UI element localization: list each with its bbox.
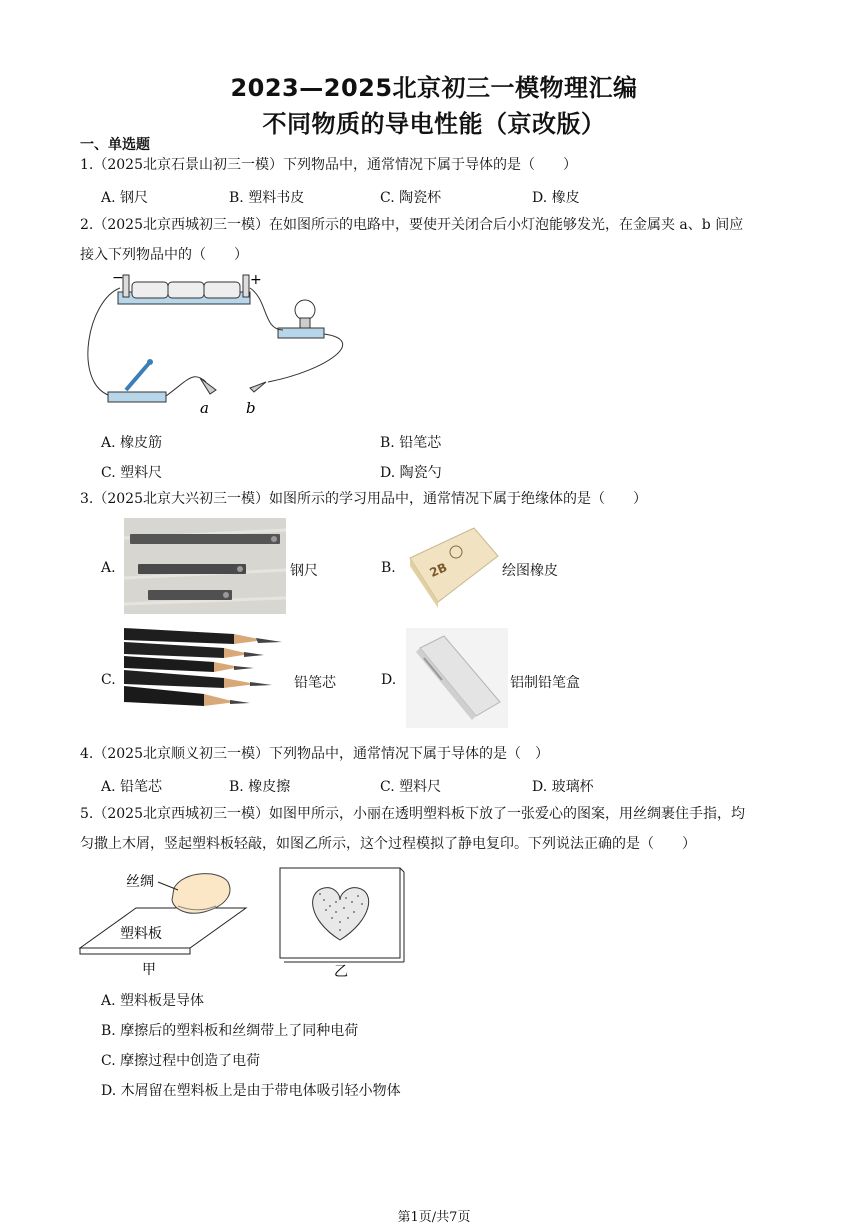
- question-2-text-line1: 2.（2025北京西城初三一模）在如图所示的电路中，要使开关闭合后小灯泡能够发光，在金属夹 a、b 间应: [80, 217, 744, 233]
- question-2-text-line2: 接入下列物品中的（ ）: [80, 247, 248, 263]
- plastic-board-label: 塑料板: [120, 926, 162, 942]
- question-4-option-d: D. 玻璃杯: [532, 779, 594, 795]
- question-3-option-c-label: 铅笔芯: [294, 675, 336, 691]
- question-3-option-d-label: 铝制铅笔盒: [510, 675, 580, 691]
- question-5-option-d: D. 木屑留在塑料板上是由于带电体吸引轻小物体: [101, 1083, 401, 1099]
- figure-jia: [78, 866, 250, 978]
- question-5-text-line2: 匀撒上木屑，竖起塑料板轻敲，如图乙所示，这个过程模拟了静电复印。下列说法正确的是（ ）: [80, 836, 696, 852]
- question-3-option-a-letter: A.: [101, 560, 116, 576]
- clip-b-label: b: [246, 399, 256, 417]
- question-1-option-d: D. 橡皮: [532, 190, 580, 206]
- eraser-brand-text: 2B: [427, 560, 450, 581]
- question-2-option-d: D. 陶瓷勺: [380, 465, 442, 481]
- question-1-option-c: C. 陶瓷杯: [380, 190, 442, 206]
- question-3-option-d-letter: D.: [381, 672, 397, 688]
- battery-plus-label: +: [250, 272, 262, 288]
- section-heading: 一、单选题: [80, 137, 150, 153]
- question-3-option-a-label: 钢尺: [290, 563, 318, 579]
- question-5-option-b: B. 摩擦后的塑料板和丝绸带上了同种电荷: [101, 1023, 359, 1039]
- silk-label: 丝绸: [126, 874, 154, 890]
- question-4-text: 4.（2025北京顺义初三一模）下列物品中，通常情况下属于导体的是（ ）: [80, 746, 549, 762]
- figure-yi: [278, 864, 406, 980]
- question-3-option-b-label: 绘图橡皮: [502, 563, 558, 579]
- document-title-line1: 2023—2025北京初三一模物理汇编: [230, 74, 638, 102]
- question-5-option-c: C. 摩擦过程中创造了电荷: [101, 1053, 261, 1069]
- question-3-option-b-letter: B.: [381, 560, 396, 576]
- page-footer: 第1页/共7页: [397, 1210, 471, 1225]
- question-4-option-a: A. 铅笔芯: [101, 779, 163, 795]
- question-4-option-b: B. 橡皮擦: [229, 779, 291, 795]
- figure-jia-label: 甲: [142, 962, 156, 978]
- pencil-lead-photo: [124, 626, 284, 714]
- question-3-text: 3.（2025北京大兴初三一模）如图所示的学习用品中，通常情况下属于绝缘体的是（ ）: [80, 491, 647, 507]
- question-2-option-c: C. 塑料尺: [101, 465, 163, 481]
- question-3-option-c-letter: C.: [101, 672, 116, 688]
- steel-ruler-photo: [124, 518, 286, 614]
- eraser-photo: [404, 522, 500, 608]
- document-title-line2: 不同物质的导电性能（京改版）: [262, 110, 606, 138]
- question-4-option-c: C. 塑料尺: [380, 779, 442, 795]
- question-2-option-b: B. 铅笔芯: [380, 435, 442, 451]
- figure-yi-label: 乙: [334, 964, 348, 980]
- clip-a-label: a: [200, 399, 209, 417]
- question-1-text: 1.（2025北京石景山初三一模）下列物品中，通常情况下属于导体的是（ ）: [80, 157, 577, 173]
- question-5-text-line1: 5.（2025北京西城初三一模）如图甲所示，小丽在透明塑料板下放了一张爱心的图案，用丝绸裹住手指，均: [80, 806, 745, 822]
- aluminum-pencil-case-photo: [406, 628, 508, 728]
- battery-minus-label: −: [112, 270, 124, 286]
- question-1-option-a: A. 钢尺: [101, 190, 149, 206]
- question-5-option-a: A. 塑料板是导体: [101, 993, 205, 1009]
- circuit-diagram: [78, 270, 358, 420]
- question-1-option-b: B. 塑料书皮: [229, 190, 305, 206]
- question-2-option-a: A. 橡皮筋: [101, 435, 163, 451]
